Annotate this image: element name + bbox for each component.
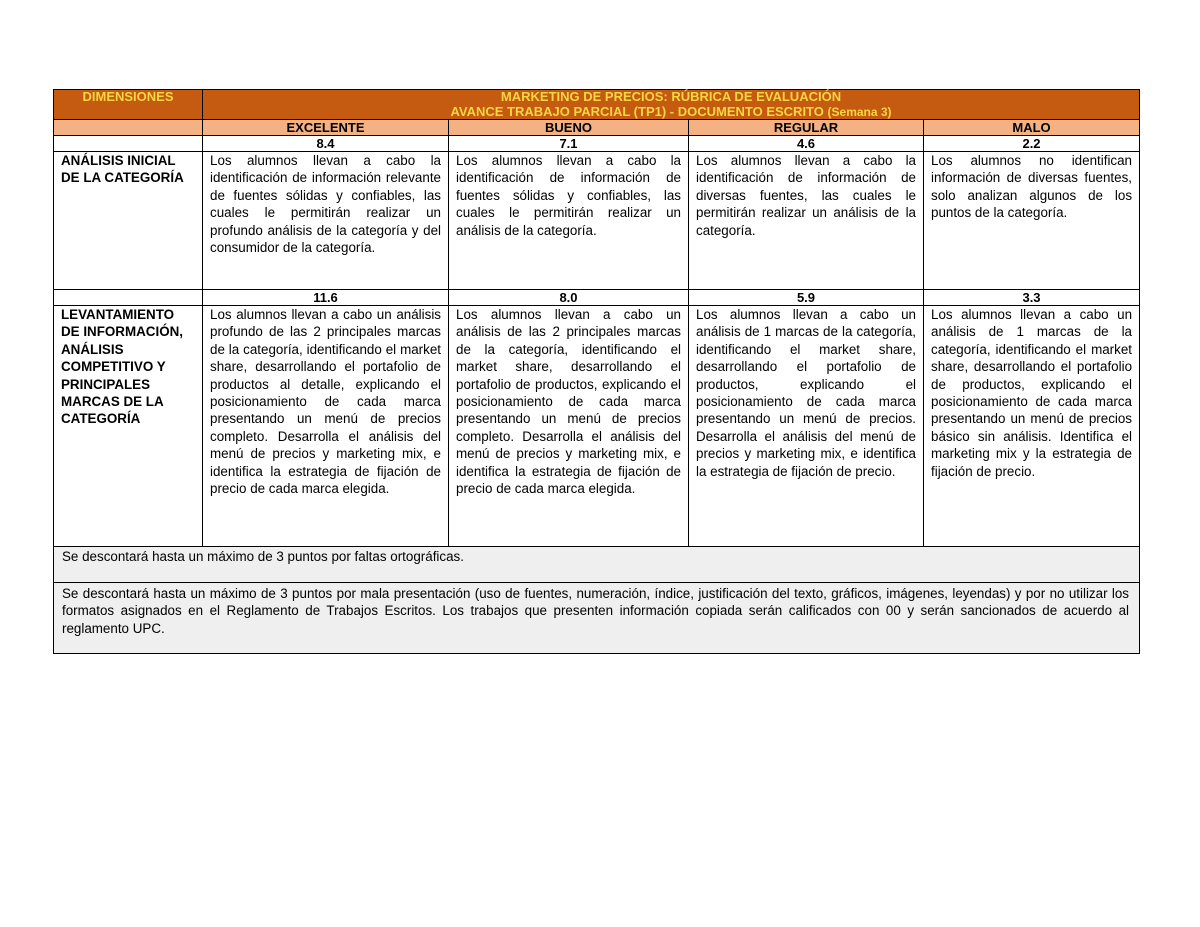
levels-blank-cell [54, 120, 203, 136]
dimensions-header: DIMENSIONES [54, 90, 203, 120]
criterion-description: Los alumnos llevan a cabo la identificación de información de fuentes sólidas y confiables, las cuales le permitirán realizar un análisis de la categoría. [449, 152, 689, 290]
score-cell: 4.6 [689, 136, 924, 152]
criterion-description: Los alumnos llevan a cabo un análisis de las 2 principales marcas de la categoría, identificando el market share, desarrollando el portafolio de productos, explicando el posicionamiento de cada marca presentando un menú de precios completo. Desarrolla el análisis del menú de precios y marketing mix, e identifica la estrategia de fijación de precio de cada marca elegida. [449, 306, 689, 547]
level-excelente: EXCELENTE [203, 120, 449, 136]
rubric-title-week: (Semana 3) [827, 104, 892, 119]
level-bueno: BUENO [449, 120, 689, 136]
level-malo: MALO [924, 120, 1140, 136]
level-regular: REGULAR [689, 120, 924, 136]
rubric-title-main: AVANCE TRABAJO PARCIAL (TP1) - DOCUMENTO ESCRITO [450, 103, 824, 119]
score-cell: 7.1 [449, 136, 689, 152]
score-cell: 8.4 [203, 136, 449, 152]
criterion-1-row [54, 152, 1140, 290]
rubric-title [203, 90, 1140, 120]
criterion-description: Los alumnos llevan a cabo la identificación de información de diversas fuentes, las cuales le permitirán realizar un análisis de la categoría. [689, 152, 924, 290]
note-presentation: Se descontará hasta un máximo de 3 puntos por mala presentación (uso de fuentes, numeración, índice, justificación del texto, gráficos, imágenes, leyendas) y por no utilizar los formatos asignados en el Reglamento de Trabajos Escritos. Los trabajos que presenten información copiada serán calificados con 00 y serán sancionados de acuerdo al reglamento UPC. [54, 583, 1140, 654]
rubric-header-row [54, 90, 1140, 120]
criterion-name: LEVANTAMIENTO DE INFORMACIÓN, ANÁLISIS COMPETITIVO Y PRINCIPALES MARCAS DE LA CATEGORÍA [54, 306, 203, 547]
criterion-1-scores-row [54, 136, 1140, 152]
note-row-spelling [54, 547, 1140, 583]
criterion-description: Los alumnos llevan a cabo un análisis de 1 marcas de la categoría, identificando el market share, desarrollando el portafolio de productos, explicando el posicionamiento de cada marca presentando un menú de precios básico sin análisis. Identifica el marketing mix y la estrategia de fijación de precio. [924, 306, 1140, 547]
note-spelling: Se descontará hasta un máximo de 3 puntos por faltas ortográficas. [54, 547, 1140, 583]
rubric-title-line-1: MARKETING DE PRECIOS: RÚBRICA DE EVALUACIÓN [500, 89, 842, 104]
score-cell: 11.6 [203, 290, 449, 306]
rubric-title-line-2 [210, 105, 1132, 120]
levels-row [54, 120, 1140, 136]
score-cell: 2.2 [924, 136, 1140, 152]
note-row-presentation [54, 583, 1140, 654]
criterion-name: ANÁLISIS INICIAL DE LA CATEGORÍA [54, 152, 203, 290]
rubric-table [53, 89, 1140, 654]
criterion-description: Los alumnos llevan a cabo un análisis profundo de las 2 principales marcas de la categoría, identificando el market share, desarrollando el portafolio de productos al detalle, explicando el posicionamiento de cada marca presentando un menú de precios completo. Desarrolla el análisis del menú de precios y marketing mix, e identifica la estrategia de fijación de precio de cada marca elegida. [203, 306, 449, 547]
criterion-description: Los alumnos llevan a cabo la identificación de información relevante de fuentes sólidas y confiables, las cuales le permitirán realizar un profundo análisis de la categoría y del consumidor de la categoría. [203, 152, 449, 290]
score-blank-cell [54, 290, 203, 306]
criterion-2-row [54, 306, 1140, 547]
criterion-description: Los alumnos no identifican información de diversas fuentes, solo analizan algunos de los puntos de la categoría. [924, 152, 1140, 290]
score-cell: 5.9 [689, 290, 924, 306]
score-blank-cell [54, 136, 203, 152]
score-cell: 8.0 [449, 290, 689, 306]
criterion-description: Los alumnos llevan a cabo un análisis de 1 marcas de la categoría, identificando el market share, desarrollando el portafolio de productos, explicando el posicionamiento de cada marca presentando un menú de precios. Desarrolla el análisis del menú de precios y marketing mix, e identifica la estrategia de fijación de precio. [689, 306, 924, 547]
score-cell: 3.3 [924, 290, 1140, 306]
criterion-2-scores-row [54, 290, 1140, 306]
